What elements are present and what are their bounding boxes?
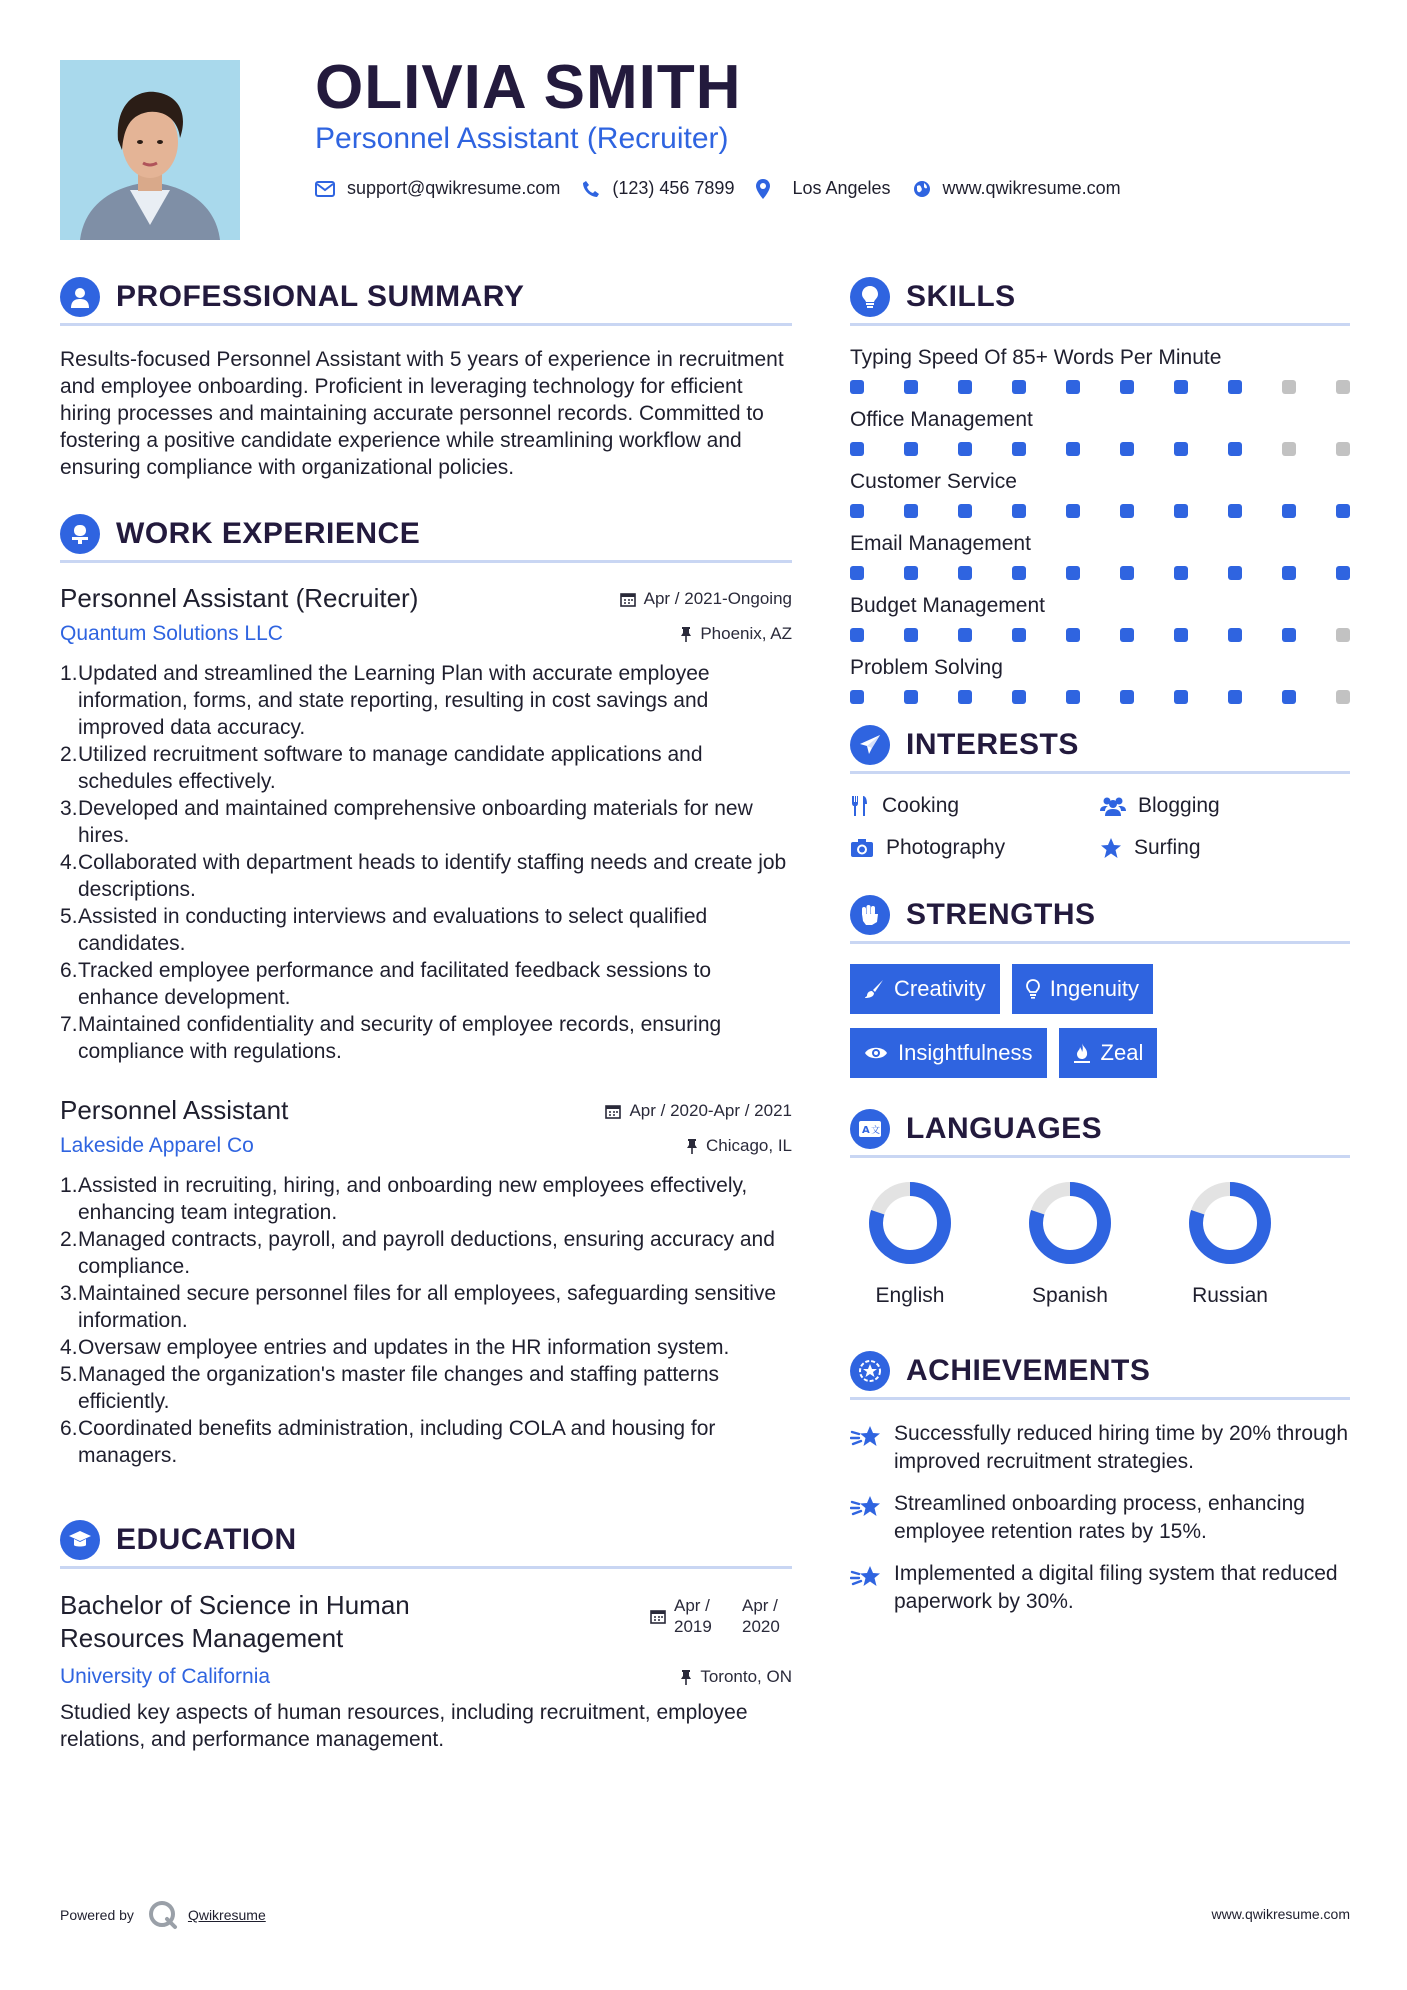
languages-header [850, 1102, 1350, 1158]
skill-item [850, 594, 1350, 642]
skill-dot-filled [1228, 504, 1242, 518]
skill-name: Customer Service [850, 470, 1017, 493]
skill-name: Typing Speed Of 85+ Words Per Minute [850, 346, 1222, 369]
strength-chip [850, 1028, 1047, 1078]
skill-dot-filled [1120, 566, 1134, 580]
degree-line: Bachelor of Science in Human [60, 1590, 410, 1620]
shooting-star-icon [850, 1564, 882, 1590]
skill-dot-filled [1336, 566, 1350, 580]
skill-dot-filled [1012, 442, 1026, 456]
job-bullet: Oversaw employee entries and updates in the HR information system. [78, 1336, 730, 1359]
language-proficiency-ring [1025, 1178, 1115, 1268]
interest-label: Blogging [1138, 794, 1220, 817]
strength-chip [1012, 964, 1153, 1014]
strengths-header [850, 888, 1350, 944]
person-portrait-icon [60, 60, 240, 240]
interest-label: Surfing [1134, 836, 1201, 859]
skill-dot-filled [1066, 442, 1080, 456]
skill-dot-filled [1066, 628, 1080, 642]
pushpin-icon [686, 1138, 698, 1154]
skill-dot-filled [1228, 628, 1242, 642]
powered-by-text: Powered by [60, 1907, 134, 1923]
lightbulb-icon [850, 277, 890, 317]
skill-dot-filled [850, 628, 864, 642]
skill-dot-filled [904, 628, 918, 642]
language-item [1010, 1178, 1130, 1308]
job-location-text: Phoenix, AZ [700, 624, 792, 643]
skills-list [850, 346, 1350, 704]
strength-label: Creativity [894, 976, 986, 1001]
education-date-start: Apr / 2019 [674, 1596, 712, 1636]
job-bullet: Maintained secure personnel files for all employees, safeguarding sensitive information. [78, 1282, 777, 1332]
skill-dot-filled [958, 380, 972, 394]
achievement-text: Successfully reduced hiring time by 20% through improved recruitment strategies. [894, 1422, 1349, 1473]
skill-rating [850, 628, 1350, 642]
language-item [850, 1178, 970, 1308]
camera-icon [850, 838, 874, 858]
skill-dot-filled [1012, 504, 1026, 518]
skill-rating [850, 442, 1350, 456]
calendar-icon [620, 591, 636, 607]
skill-dot-empty [1282, 380, 1296, 394]
job-date-text: Apr / 2021-Ongoing [643, 588, 792, 608]
job-title: Personnel Assistant [60, 1095, 289, 1125]
job-bullet: Utilized recruitment software to manage candidate applications and schedules effectively. [78, 743, 703, 793]
degree-title [60, 1589, 410, 1655]
skill-dot-filled [1120, 442, 1134, 456]
pushpin-icon [680, 1669, 692, 1685]
education-location-text: Toronto, ON [700, 1667, 792, 1686]
strength-label: Zeal [1100, 1040, 1144, 1065]
contact-phone[interactable] [582, 178, 734, 199]
job-bullet: Tracked employee performance and facilitated feedback sessions to enhance development. [78, 959, 712, 1009]
flame-icon [1073, 1042, 1091, 1064]
language-icon [850, 1109, 890, 1149]
eye-icon [864, 1045, 888, 1061]
strength-chip [850, 964, 1000, 1014]
briefcase-icon [60, 514, 100, 554]
skill-name: Email Management [850, 532, 1031, 555]
job-entry [60, 583, 792, 1065]
education-header [60, 1513, 792, 1569]
job-bullet: Maintained confidentiality and security of employee records, ensuring compliance with regulations. [78, 1013, 722, 1063]
skill-dot-filled [1120, 380, 1134, 394]
skill-dot-filled [1174, 566, 1188, 580]
graduation-cap-icon [60, 1520, 100, 1560]
job-date [605, 1101, 792, 1121]
job-bullet: Updated and streamlined the Learning Plan with accurate employee information, forms, and state reporting, resulting in cost savings and improved data accuracy. [78, 662, 710, 739]
language-label: Spanish [1032, 1284, 1108, 1307]
shooting-star-icon [850, 1424, 882, 1450]
skill-dot-filled [850, 690, 864, 704]
svg-text:文: 文 [871, 1125, 881, 1136]
skill-dot-filled [850, 504, 864, 518]
education-date [650, 1595, 792, 1637]
users-icon [1100, 796, 1126, 816]
achievements-list [850, 1420, 1350, 1616]
skill-dot-filled [1228, 442, 1242, 456]
interests-header [850, 718, 1350, 774]
skill-dot-filled [850, 566, 864, 580]
skill-rating [850, 690, 1350, 704]
utensils-icon [850, 795, 870, 817]
skill-dot-filled [958, 690, 972, 704]
location-text: Los Angeles [792, 178, 891, 198]
skill-dot-filled [958, 504, 972, 518]
skill-dot-filled [1012, 566, 1026, 580]
job-bullet: Managed the organization's master file changes and staffing patterns efficiently. [78, 1363, 720, 1413]
job-bullet: Managed contracts, payroll, and payroll deductions, ensuring accuracy and compliance. [78, 1228, 775, 1278]
fist-icon [850, 895, 890, 935]
skill-dot-filled [1012, 380, 1026, 394]
user-icon [60, 277, 100, 317]
skill-dot-filled [958, 628, 972, 642]
interest-item [850, 794, 1100, 818]
interest-label: Photography [886, 836, 1006, 859]
right-column [850, 270, 1350, 1630]
education-location [680, 1667, 792, 1687]
strengths-heading: STRENGTHS [906, 897, 1096, 931]
website-text: www.qwikresume.com [942, 178, 1121, 198]
skill-dot-filled [1228, 690, 1242, 704]
email-text: support@qwikresume.com [347, 178, 561, 198]
interests-heading: INTERESTS [906, 727, 1079, 761]
skill-item [850, 656, 1350, 704]
skill-dot-filled [904, 504, 918, 518]
achievement-text: Implemented a digital filing system that reduced paperwork by 30%. [894, 1562, 1338, 1613]
skill-dot-filled [1228, 380, 1242, 394]
skill-dot-filled [1012, 628, 1026, 642]
skill-dot-filled [1174, 504, 1188, 518]
language-item [1170, 1178, 1290, 1308]
language-proficiency-ring [865, 1178, 955, 1268]
skill-name: Budget Management [850, 594, 1045, 617]
skill-item [850, 346, 1350, 394]
skill-dot-filled [1174, 442, 1188, 456]
skill-dot-filled [904, 380, 918, 394]
skill-dot-empty [1336, 442, 1350, 456]
skill-dot-filled [1066, 690, 1080, 704]
skill-dot-filled [1336, 504, 1350, 518]
job-bullet: Assisted in conducting interviews and evaluations to select qualified candidates. [78, 905, 708, 955]
badge-star-icon [850, 1351, 890, 1391]
skill-rating [850, 566, 1350, 580]
candidate-name: OLIVIA SMITH [315, 53, 742, 122]
skill-rating [850, 380, 1350, 394]
contact-website[interactable] [913, 178, 1121, 199]
skill-name: Office Management [850, 408, 1033, 431]
job-entry [60, 1095, 792, 1469]
skill-dot-filled [1282, 628, 1296, 642]
skill-dot-empty [1282, 442, 1296, 456]
job-bullet: Collaborated with department heads to identify staffing needs and create job descriptions. [78, 851, 787, 901]
job-bullets [60, 660, 792, 1065]
job-location-text: Chicago, IL [706, 1136, 792, 1155]
skill-name: Problem Solving [850, 656, 1003, 679]
footer-website[interactable]: www.qwikresume.com [1211, 1906, 1350, 1922]
skill-dot-filled [850, 380, 864, 394]
calendar-icon [605, 1103, 621, 1119]
skill-dot-filled [850, 442, 864, 456]
school-name: University of California [60, 1665, 271, 1688]
job-date-text: Apr / 2020-Apr / 2021 [629, 1100, 792, 1120]
strength-label: Ingenuity [1049, 976, 1139, 1001]
interest-item [850, 836, 1100, 860]
company-name: Lakeside Apparel Co [60, 1134, 254, 1157]
footer-powered-by [60, 1900, 266, 1930]
skill-dot-filled [1174, 380, 1188, 394]
contact-email[interactable] [315, 178, 560, 199]
skill-dot-filled [1120, 628, 1134, 642]
skill-item [850, 470, 1350, 518]
achievement-item [850, 1560, 1350, 1616]
skill-rating [850, 504, 1350, 518]
lightbulb-outline-icon [1026, 979, 1040, 999]
interest-label: Cooking [882, 794, 960, 817]
globe-icon [913, 180, 931, 198]
skill-dot-filled [1282, 566, 1296, 580]
experience-header [60, 507, 792, 563]
job-bullets [60, 1172, 792, 1469]
language-label: English [875, 1284, 945, 1307]
skills-header [850, 270, 1350, 326]
skill-dot-filled [1228, 566, 1242, 580]
skill-dot-filled [904, 442, 918, 456]
education-description: Studied key aspects of human resources, including recruitment, employee relations, and performance management. [60, 1701, 748, 1751]
job-title: Personnel Assistant (Recruiter) [60, 583, 419, 613]
skill-dot-filled [958, 442, 972, 456]
job-bullet: Coordinated benefits administration, including COLA and housing for managers. [78, 1417, 716, 1467]
education-heading: EDUCATION [116, 1522, 297, 1556]
contact-location [756, 178, 890, 199]
interests-list [850, 794, 1350, 860]
language-label: Russian [1192, 1284, 1268, 1307]
map-pin-icon [756, 179, 770, 199]
language-proficiency-ring [1185, 1178, 1275, 1268]
phone-text: (123) 456 7899 [612, 178, 735, 198]
contact-row [315, 178, 1143, 199]
job-location [686, 1136, 792, 1156]
calendar-icon [650, 1608, 666, 1624]
skill-dot-empty [1336, 380, 1350, 394]
candidate-title: Personnel Assistant (Recruiter) [315, 122, 729, 155]
summary-text: Results-focused Personnel Assistant with 5 years of experience in recruitment and employee onboarding. Proficient in leveraging technology for efficient hiring processes and maintaining accurate personnel records. Committed to fostering a positive candidate experience while streamlining workflow and ensuring compliance with organizational policies. [60, 348, 784, 479]
job-bullet: Assisted in recruiting, hiring, and onboarding new employees effectively, enhancing team integration. [78, 1174, 748, 1224]
paper-plane-icon [850, 725, 890, 765]
achievement-item [850, 1420, 1350, 1476]
brand-link[interactable]: Qwikresume [187, 1907, 266, 1923]
skill-dot-filled [1174, 690, 1188, 704]
experience-heading: WORK EXPERIENCE [116, 516, 421, 550]
skill-dot-filled [1012, 690, 1026, 704]
profile-photo [60, 60, 240, 240]
star-icon [1100, 837, 1122, 859]
degree-line: Resources Management [60, 1623, 344, 1653]
skill-dot-filled [904, 566, 918, 580]
skill-dot-filled [1282, 504, 1296, 518]
achievement-item [850, 1490, 1350, 1546]
shooting-star-icon [850, 1494, 882, 1520]
interest-item [1100, 836, 1350, 860]
languages-heading: LANGUAGES [906, 1111, 1103, 1145]
phone-icon [582, 180, 600, 198]
skill-dot-filled [1120, 690, 1134, 704]
summary-header [60, 270, 792, 326]
pushpin-icon [680, 626, 692, 642]
strengths-list [850, 964, 1350, 1078]
education-entry [60, 1589, 792, 1655]
company-name: Quantum Solutions LLC [60, 622, 283, 645]
skill-dot-filled [904, 690, 918, 704]
left-column [60, 270, 792, 1753]
skill-dot-filled [1066, 380, 1080, 394]
brush-icon [864, 979, 884, 999]
languages-list [850, 1178, 1290, 1308]
skill-dot-filled [1174, 628, 1188, 642]
envelope-icon [315, 181, 335, 197]
skill-dot-filled [1120, 504, 1134, 518]
qwikresume-logo-icon [148, 1900, 178, 1930]
job-location [680, 624, 792, 644]
interest-item [1100, 794, 1350, 818]
strength-chip [1059, 1028, 1158, 1078]
skill-dot-filled [958, 566, 972, 580]
skill-dot-filled [1282, 690, 1296, 704]
skill-dot-filled [1066, 566, 1080, 580]
skill-item [850, 408, 1350, 456]
skill-item [850, 532, 1350, 580]
achievements-header [850, 1344, 1350, 1400]
achievement-text: Streamlined onboarding process, enhancing employee retention rates by 15%. [894, 1492, 1305, 1543]
svg-text:A: A [862, 1124, 870, 1136]
job-bullet: Developed and maintained comprehensive onboarding materials for new hires. [78, 797, 753, 847]
job-date [620, 589, 792, 609]
skill-dot-filled [1066, 504, 1080, 518]
education-date-end: Apr / 2020 [742, 1596, 780, 1636]
summary-heading: PROFESSIONAL SUMMARY [116, 279, 525, 313]
skills-heading: SKILLS [906, 279, 1016, 313]
skill-dot-empty [1336, 628, 1350, 642]
skill-dot-empty [1336, 690, 1350, 704]
strength-label: Insightfulness [898, 1040, 1033, 1065]
achievements-heading: ACHIEVEMENTS [906, 1353, 1151, 1387]
